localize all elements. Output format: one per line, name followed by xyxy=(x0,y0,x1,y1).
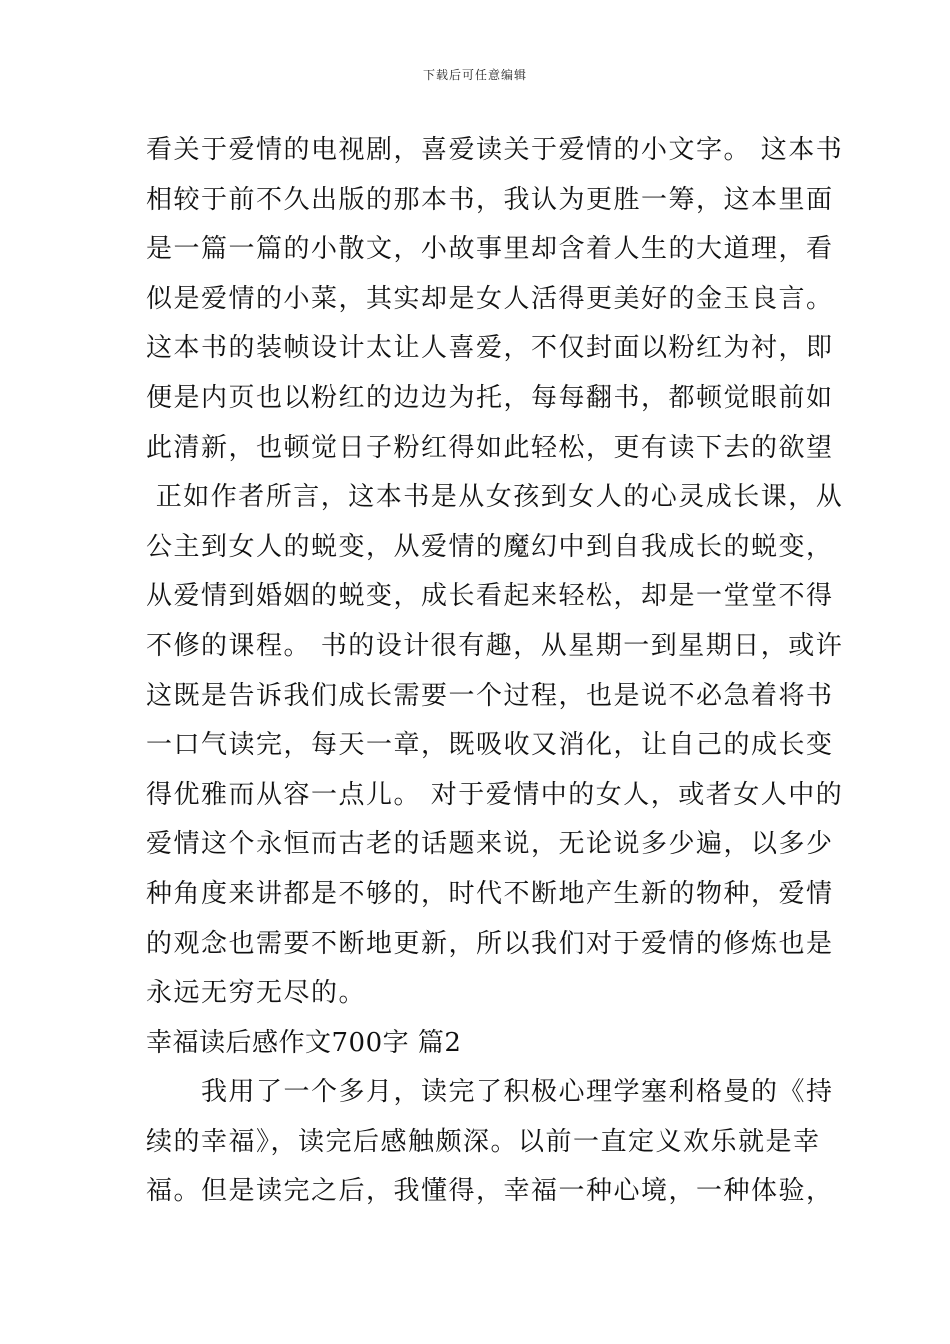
text-line: 相较于前不久出版的那本书，我认为更胜一筹，这本里面 xyxy=(146,184,834,215)
text-line: 永远无穷无尽的。 xyxy=(146,978,367,1009)
document-body xyxy=(146,126,844,1217)
text-line: 从爱情到婚姻的蜕变，成长看起来轻松，却是一堂堂不得 xyxy=(146,581,834,612)
page-header: 下载后可任意编辑 xyxy=(422,68,527,82)
text-line: 的观念也需要不断地更新，所以我们对于爱情的修炼也是 xyxy=(146,928,834,959)
text-line: 此清新，也顿觉日子粉红得如此轻松，更有读下去的欲望 xyxy=(146,432,834,463)
text-line: 便是内页也以粉红的边边为托，每每翻书，都顿觉眼前如 xyxy=(146,382,834,413)
text-line: 公主到女人的蜕变，从爱情的魔幻中到自我成长的蜕变， xyxy=(146,531,834,562)
text-line: 看关于爱情的电视剧，喜爱读关于爱情的小文字。 这本书 xyxy=(146,135,844,165)
text-line: 是一篇一篇的小散文，小故事里却含着人生的大道理，看 xyxy=(146,234,834,265)
text-line: 这本书的装帧设计太让人喜爱，不仅封面以粉红为衬，即 xyxy=(146,333,834,364)
text-line: 得优雅而从容一点儿。 对于爱情中的女人，或者女人中的 xyxy=(146,779,844,810)
text-line: 我用了一个多月，读完了积极心理学塞利格曼的《持 xyxy=(146,1077,834,1108)
text-line: 种角度来讲都是不够的，时代不断地产生新的物种，爱情 xyxy=(146,878,834,909)
text-line: 续的幸福》，读完后感触颇深。以前一直定义欢乐就是幸 xyxy=(146,1126,821,1157)
text-line: 爱情这个永恒而古老的话题来说，无论说多少遍，以多少 xyxy=(146,829,834,860)
text-line: 不修的课程。 书的设计很有趣，从星期一到星期日，或许 xyxy=(146,630,844,661)
section-heading: 幸福读后感作文700字 篇2 xyxy=(146,1027,462,1058)
text-line: 这既是告诉我们成长需要一个过程，也是说不必急着将书 xyxy=(146,680,834,711)
text-line: 一口气读完，每天一章，既吸收又消化，让自己的成长变 xyxy=(146,730,834,761)
text-line: 似是爱情的小菜，其实却是女人活得更美好的金玉良言。 xyxy=(146,283,834,314)
text-line: 福。但是读完之后，我懂得，幸福一种心境，一种体验， xyxy=(146,1176,834,1207)
text-line: 正如作者所言，这本书是从女孩到女人的心灵成长课，从 xyxy=(146,482,844,513)
